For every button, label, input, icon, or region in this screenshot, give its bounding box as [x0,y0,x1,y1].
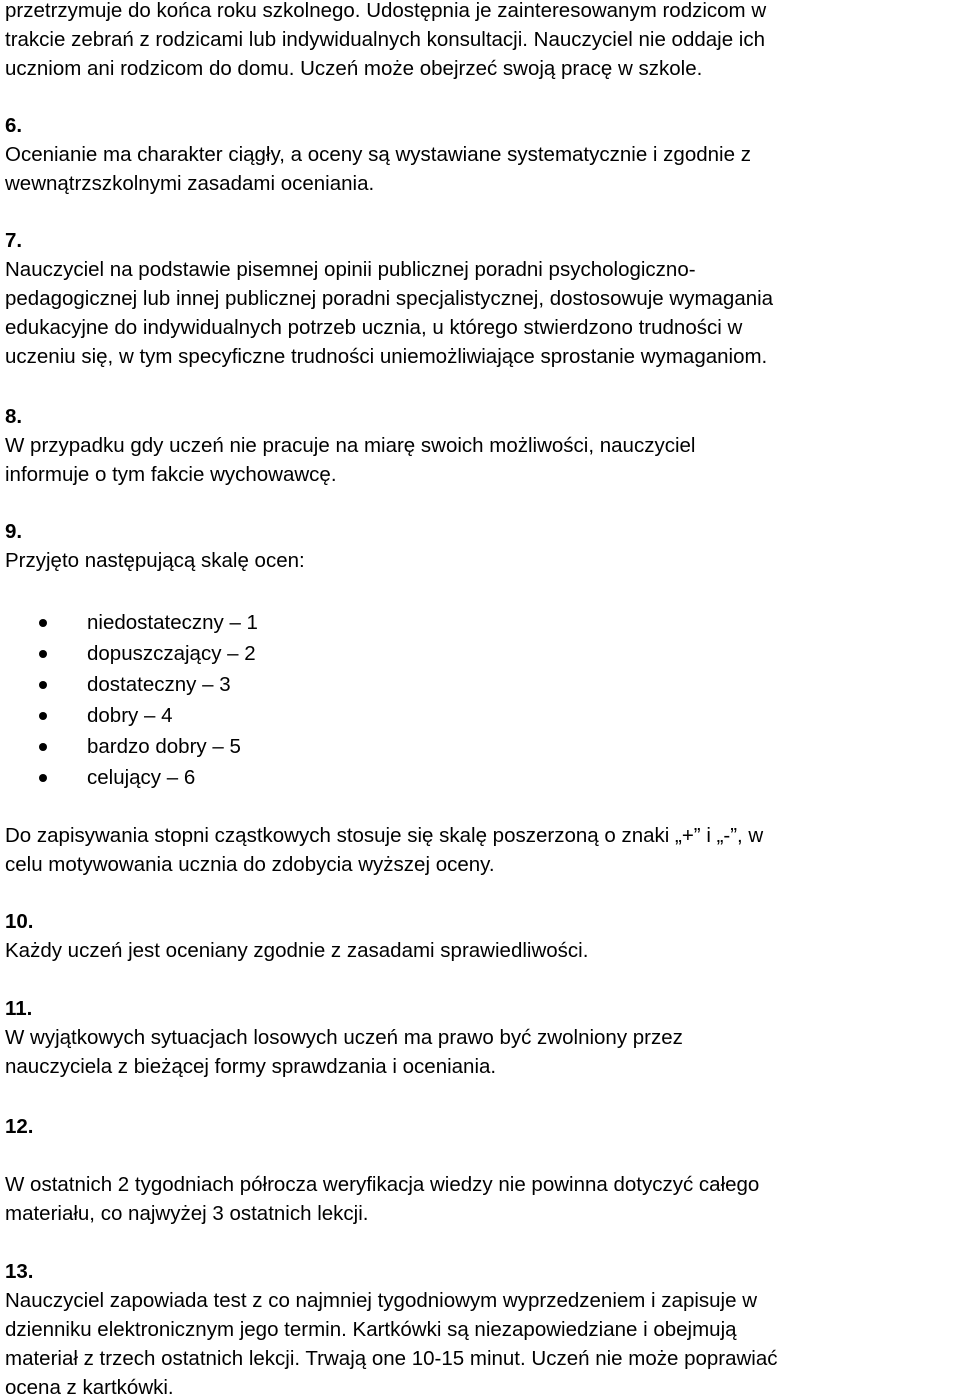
grade-label: dobry – 4 [87,704,173,727]
text-line: Ocenianie ma charakter ciągły, a oceny są wystawiane systematycznie i zgodnie z [5,143,751,166]
text-line: Do zapisywania stopni cząstkowych stosuje się skalę poszerzoną o znaki „+” i „-”, w [5,824,764,847]
list-item [0,731,960,762]
text-line: materiał z trzech ostatnich lekcji. Trwają one 10-15 minut. Uczeń nie może poprawiać [5,1347,778,1370]
text-line: celu motywowania ucznia do zdobycia wyższej oceny. [5,853,495,876]
list-item [0,700,960,731]
text-line: Nauczyciel na podstawie pisemnej opinii publicznej poradni psychologiczno- [5,258,696,281]
section-9-paragraph [5,546,955,575]
bullet-icon [39,774,47,782]
text-line: informuje o tym fakcie wychowawcę. [5,463,337,486]
text-line: przetrzymuje do końca roku szkolnego. Udostępnia je zainteresowanym rodzicom w [5,0,767,22]
section-12-number: 12. [5,1115,34,1138]
section-6-paragraph [5,140,955,198]
section-9-note [5,821,955,879]
grade-label: celujący – 6 [87,766,196,789]
list-item [0,669,960,700]
text-line: W przypadku gdy uczeń nie pracuje na miarę swoich możliwości, nauczyciel [5,434,696,457]
text-line: trakcie zebrań z rodzicami lub indywidualnych konsultacji. Nauczyciel nie oddaje ich [5,28,766,51]
section-6-number: 6. [5,114,23,137]
text-line: Każdy uczeń jest oceniany zgodnie z zasadami sprawiedliwości. [5,939,589,962]
section-8-paragraph [5,431,955,489]
text-line: edukacyjne do indywidualnych potrzeb ucznia, u którego stwierdzono trudności w [5,316,743,339]
bullet-icon [39,619,47,627]
section-11-paragraph [5,1023,955,1081]
section-7-number: 7. [5,229,23,252]
text-line: W ostatnich 2 tygodniach półrocza weryfikacja wiedzy nie powinna dotyczyć całego [5,1173,760,1196]
text-line: dzienniku elektronicznym jego termin. Kartkówki są niezapowiedziane i obejmują [5,1318,737,1341]
text-line: uczniom ani rodzicom do domu. Uczeń może obejrzeć swoją pracę w szkole. [5,57,703,80]
section-13-paragraph [5,1286,955,1397]
text-line: pedagogicznej lub innej publicznej poradni specjalistycznej, dostosowuje wymagania [5,287,774,310]
section-11-number: 11. [5,997,33,1020]
text-line: wewnątrzszkolnymi zasadami oceniania. [5,172,375,195]
section-7-paragraph [5,255,955,371]
text-line: W wyjątkowych sytuacjach losowych uczeń ma prawo być zwolniony przez [5,1026,683,1049]
grade-label: dopuszczający – 2 [87,642,256,665]
bullet-icon [39,712,47,720]
text-line: materiału, co najwyżej 3 ostatnich lekcji. [5,1202,369,1225]
list-item [0,762,960,793]
text-line: Nauczyciel zapowiada test z co najmniej tygodniowym wyprzedzeniem i zapisuje w [5,1289,758,1312]
bullet-icon [39,743,47,751]
section-10-number: 10. [5,910,34,933]
intro-paragraph [5,0,955,83]
section-9-number: 9. [5,520,23,543]
grade-label: bardzo dobry – 5 [87,735,241,758]
text-line: uczeniu się, w tym specyficzne trudności uniemożliwiające sprostanie wymaganiom. [5,345,768,368]
section-13-number: 13. [5,1260,34,1283]
grade-label: niedostateczny – 1 [87,611,258,634]
text-line: Przyjęto następującą skalę ocen: [5,549,305,572]
section-10-paragraph [5,936,955,965]
section-12-paragraph [5,1170,955,1228]
bullet-icon [39,650,47,658]
list-item [0,638,960,669]
grade-label: dostateczny – 3 [87,673,231,696]
section-8-number: 8. [5,405,23,428]
list-item [0,607,960,638]
text-line: nauczyciela z bieżącej formy sprawdzania i oceniania. [5,1055,497,1078]
bullet-icon [39,681,47,689]
grade-scale-list [0,607,960,793]
text-line: ocena z kartkówki. [5,1376,174,1397]
